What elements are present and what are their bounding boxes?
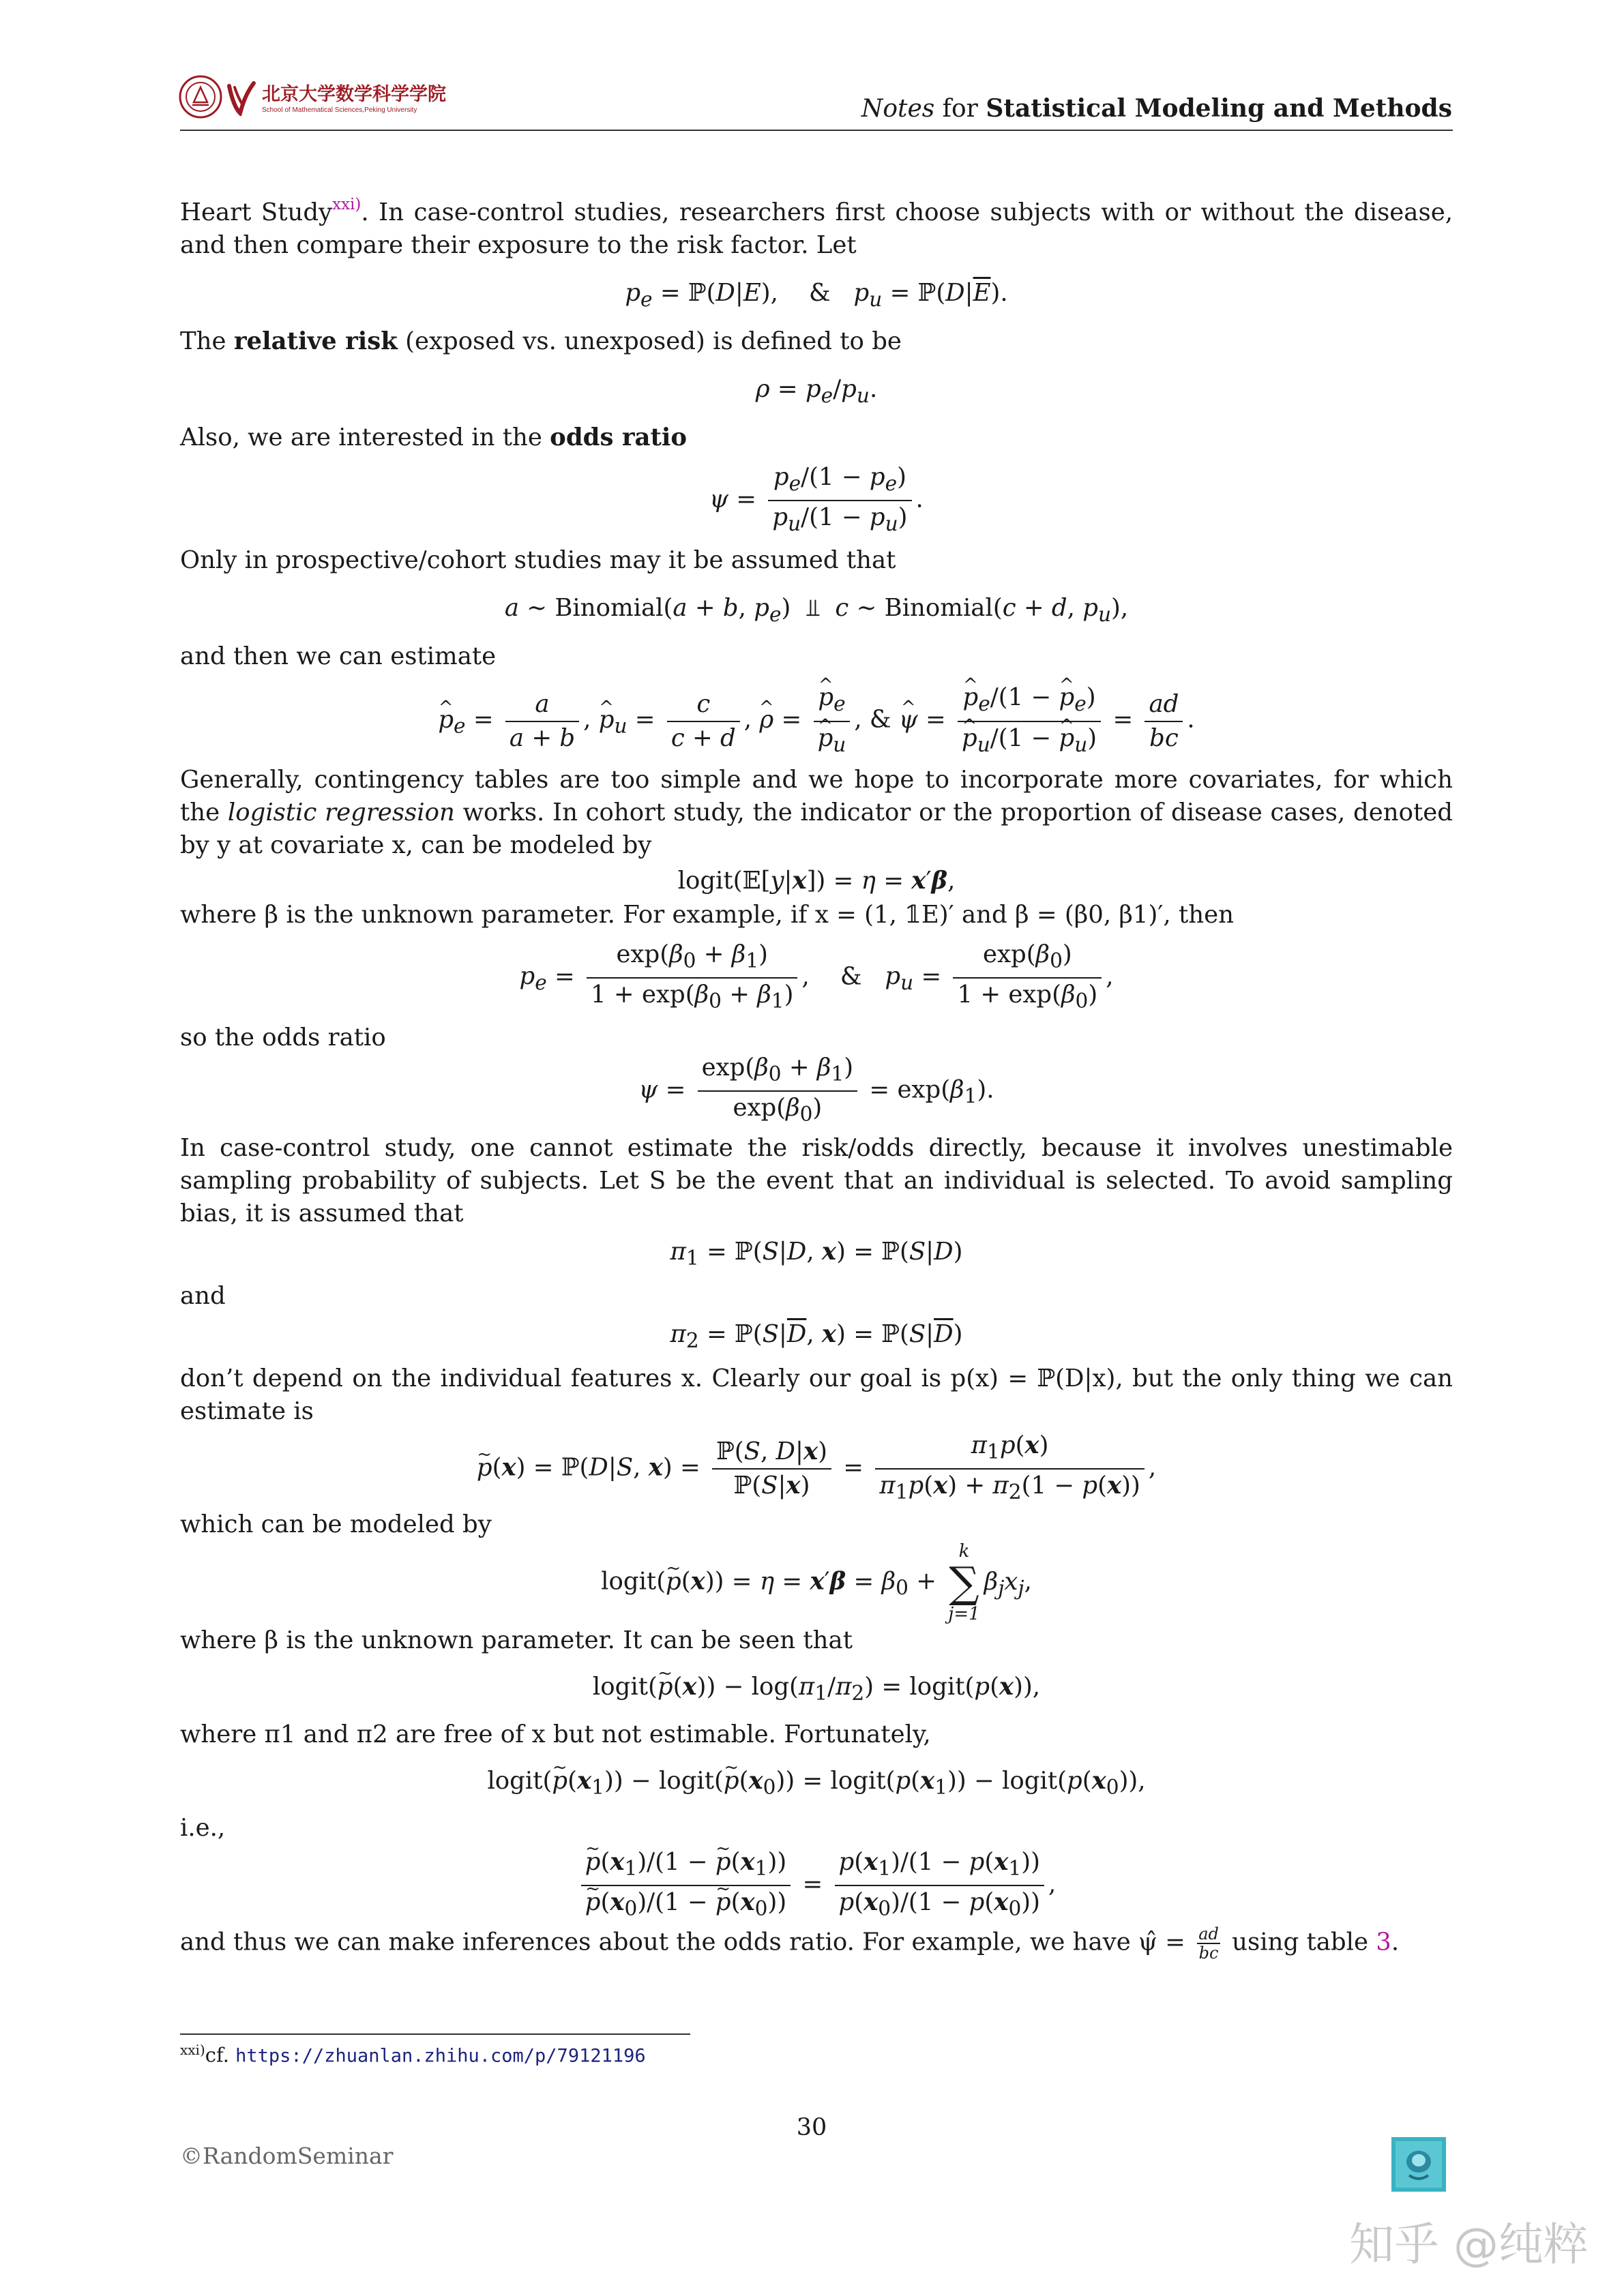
footnote-link[interactable]: xxi) — [332, 196, 361, 213]
text-relative-risk: relative risk — [233, 327, 398, 356]
equation-logit-ptilde: logit(~ $p(x)) = \eta = x'\beta = \beta_0$ + k ∑ j=1 $\beta_jx_j$, — [180, 1541, 1453, 1624]
university-logo — [179, 75, 465, 123]
inline-frac-ad-bc: $\frac{ad}{bc}$ — [1198, 1924, 1219, 1963]
seal-icon — [179, 75, 222, 119]
text-relative-risk-def: (exposed vs. unexposed) is defined to be — [397, 327, 902, 356]
copyright-notice: ©RandomSeminar — [180, 2143, 394, 2169]
text-logistic-regression: logistic regression — [227, 798, 455, 826]
qr-code-icon — [1391, 2137, 1446, 2192]
paragraph-so-odds: so the odds ratio — [180, 1023, 386, 1052]
header-rule — [180, 130, 1453, 131]
equation-odds-equality: ~ $p(x_1)/(1$ − ~ $p(x_1)$) ~ $p(x_0)/(1$ − ~ $p(x_0)$) = $\frac{p(x_1)/(1 - p(x_1))}{p(x_0)/(1 - p(x_0))}$ , — [180, 1846, 1453, 1925]
equation-rho: $\rho = p_e/p_u$. — [755, 375, 878, 408]
paragraph-logistic — [180, 764, 1453, 862]
footnote-mark: xxi) — [180, 2042, 205, 2058]
paragraph-modeled-by: which can be modeled by — [180, 1510, 492, 1539]
zhihu-watermark: 知乎 @纯粹 — [1349, 2218, 1589, 2271]
text-the: The — [180, 327, 234, 356]
paragraph-odds-ratio — [180, 421, 1453, 454]
main-text — [180, 196, 1453, 1962]
text-odds-ratio: odds ratio — [550, 423, 688, 452]
equation-logit-relation: logit(~ $p(x)) - \log(\pi_1/\pi_2)$ = logit(p(x)), — [180, 1671, 1453, 1710]
running-header-notes: Notes — [861, 95, 935, 123]
text-also: Also, we are interested in the — [180, 423, 550, 452]
text-cohort: works. In cohort study, the indicator or the proportion of disease cases, denoted by y at covariate x, can be modeled by — [180, 798, 1453, 859]
paragraph-relative-risk — [180, 325, 1453, 358]
paragraph-example: where β is the unknown parameter. For example, if x = (1, 𝟙E)′ and β = (β0, β1)′, then — [180, 900, 1234, 929]
equation-psi-exp: ψ = $\frac{\exp(\beta_0 + \beta_1)}{\exp(\beta_0)}$ = $\exp(\beta_1)$. — [180, 1052, 1453, 1131]
footnote — [180, 2042, 646, 2067]
equation-ptilde: ~ p(x) = ℙ(D|S, x) = $\frac{\text{ℙ(S, D|x)}}{\text{ℙ(S|x)}}$ = $\frac{\pi_1p(x)}{\pi_1p(x) + \pi_2(1 - p(x))}$ , — [180, 1429, 1453, 1508]
text-contingency: Generally, contingency tables are too simple and we hope to incorporate more covariates, for which the — [180, 765, 1453, 826]
running-header — [861, 94, 1452, 123]
paragraph-inference — [180, 1925, 1453, 1962]
paragraph-seen-that: where β is the unknown parameter. It can be seen that — [180, 1626, 853, 1655]
running-header-title: Statistical Modeling and Methods — [986, 94, 1452, 123]
text-inference: and thus we can make inferences about the odds ratio. For example, we have ψ̂ = — [180, 1928, 1194, 1956]
equation-pe-pu-exp: $p_e$ = $\frac{\exp(\beta_0 + \beta_1)}{1 + \exp(\beta_0 + \beta_1)}$ , & $p_u$ = $\frac{\exp(\beta_0)}{1 + \exp(\beta_0)}$ , — [180, 938, 1453, 1017]
logo-english-name: School of Mathematical Sciences,Peking University — [262, 106, 417, 114]
text-heart-study: Heart Study — [180, 198, 333, 226]
equation-binomial: a ∼ Binomial(a + b, $p_e$) ⫫ c ∼ Binomial(c + d, $p_u$), — [504, 594, 1129, 627]
equation-psi: ψ = $\frac{p_e/(1 - p_e)}{p_u/(1 - p_u)}$ . — [180, 461, 1453, 540]
paragraph-and: and — [180, 1282, 226, 1311]
equation-pe-pu: $p_e$ = ℙ(D|E), & $p_u$ = $ℙ(D|\overline{E})$. — [625, 279, 1008, 312]
paragraph-case-control: In case-control study, one cannot estimate the risk/odds directly, because it involves unestimable sampling probability of subjects. Let S be the event that an individual is selected. To avoid sampling bias, it is assumed that — [180, 1134, 1453, 1228]
equation-logit-difference: logit(~ $p(x_1)$) − logit(~ $p(x_0)$) = $logit(p(x_1))$ − $logit(p(x_0))$, — [180, 1765, 1453, 1804]
calligraphy-mark-icon — [225, 79, 258, 116]
table-reference-link[interactable]: 3 — [1376, 1928, 1391, 1956]
paragraph-fortunately: where π1 and π2 are free of x but not estimable. Fortunately, — [180, 1720, 931, 1748]
text-period: . — [1391, 1928, 1400, 1956]
footnote-rule — [180, 2033, 690, 2035]
text-case-control-intro: . In case-control studies, researchers first choose subjects with or without the disease, and then compare their exposure to the risk factor. Let — [180, 198, 1453, 259]
equation-pi1: $\pi_1$ = ℙ(S|D, x) = ℙ(S|D) — [670, 1238, 963, 1270]
text-using-table: using table — [1224, 1928, 1376, 1956]
paragraph-ie: i.e., — [180, 1813, 226, 1842]
equation-estimators: ^ $p_e$ = $\frac{a}{a + b}$ , ^ $p_u$ = $\frac{c}{c + d}$ , ^ ρ = ^ $p_e$ ^ $p_u$ , & ^ ψ = ^ $p_e/(1$ − ^ $p_e$) ^ $p_u/(1$ − ^ $p_u$) = $\frac{ad}{bc}$ . — [180, 681, 1453, 760]
page-number: 30 — [796, 2114, 827, 2141]
footnote-prefix: cf. — [205, 2043, 236, 2067]
footnote-url-link[interactable]: https://zhuanlan.zhihu.com/p/79121196 — [235, 2045, 646, 2067]
paragraph-estimate: and then we can estimate — [180, 642, 497, 671]
equation-logit-model: logit(𝔼[y|x]) = η = x′β, — [677, 866, 956, 895]
paragraph-heart-study — [180, 196, 1453, 262]
paragraph-prospective: Only in prospective/cohort studies may it be assumed that — [180, 546, 896, 575]
running-header-for: for — [934, 95, 986, 123]
equation-pi2: $\pi_2$ = $ℙ(S|\overline{D}$, $x) = ℙ(S|\overline{D})$ — [670, 1320, 963, 1353]
paragraph-goal: don’t depend on the individual features x. Clearly our goal is p(x) = ℙ(D|x), but the only thing we can estimate is — [180, 1365, 1453, 1426]
logo-chinese-name: 北京大学数学科学学院 — [262, 84, 446, 105]
